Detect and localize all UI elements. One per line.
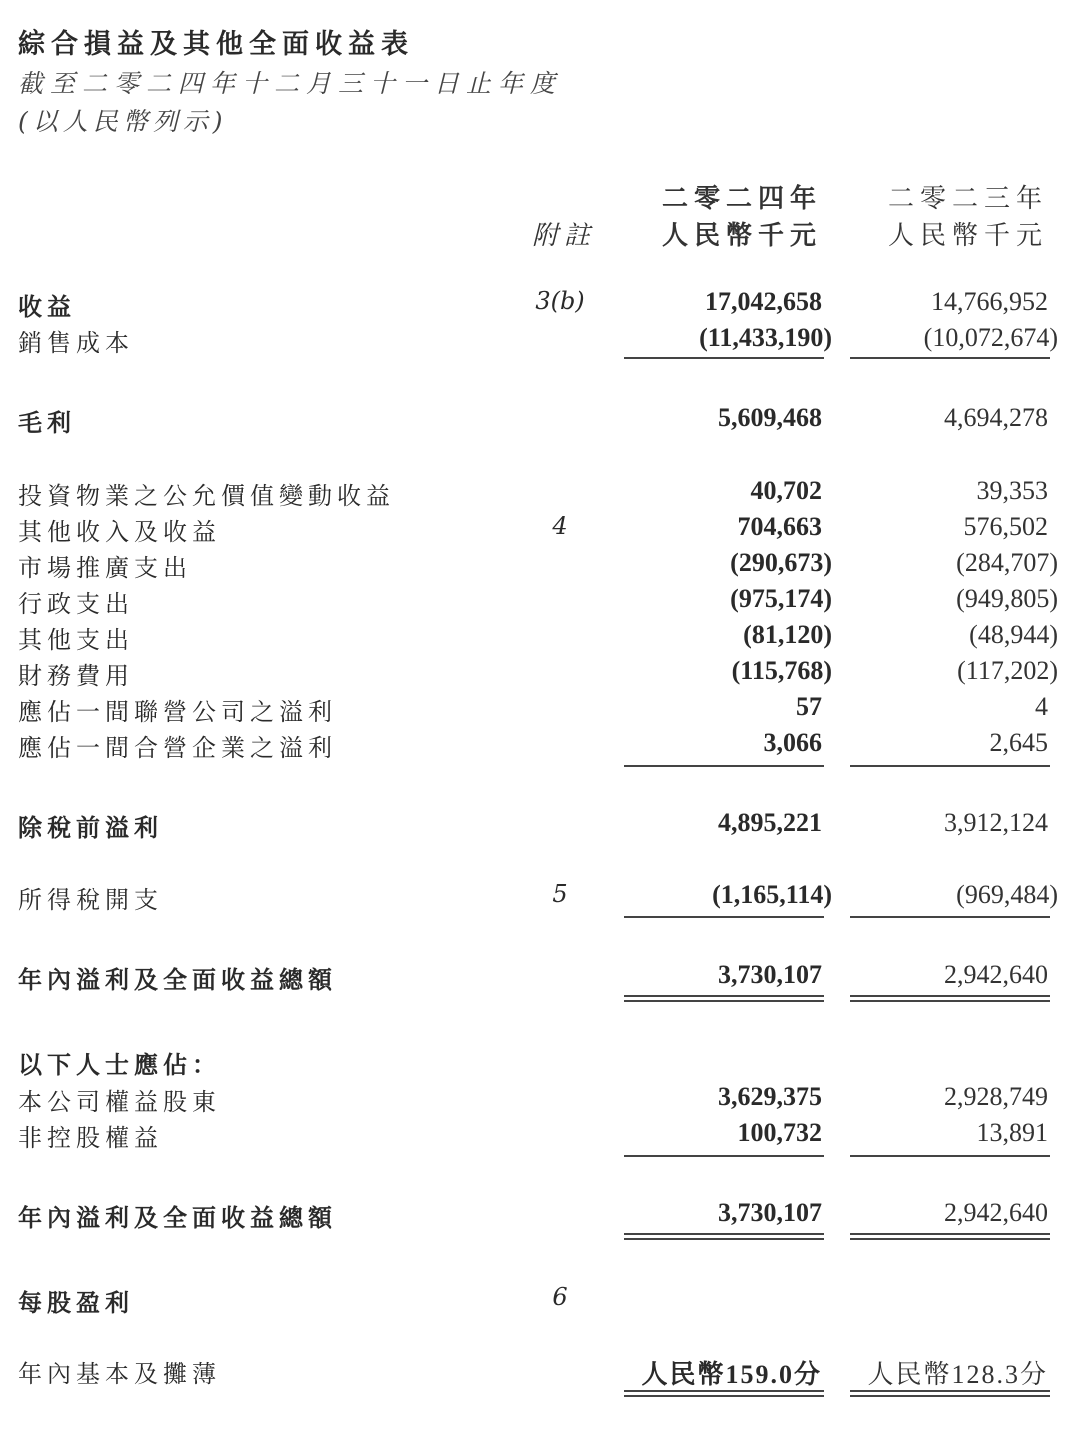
subtotal-rule [624,765,824,767]
row-other-income [0,512,1080,548]
row-label: 除稅前溢利 [18,813,163,842]
row-value-2024: (1,165,114) [712,880,832,909]
row-value-2024: 3,730,107 [718,1198,822,1227]
row-value-2023: (969,484) [956,880,1058,909]
row-value-2024: (115,768) [731,656,832,685]
row-value-2024: 3,066 [763,728,822,757]
row-label: 年內溢利及全面收益總額 [18,1203,337,1232]
currency-note: (以人民幣列示) [18,107,228,136]
row-label: 其他支出 [18,626,134,654]
row-value-2024: (11,433,190) [699,323,832,352]
row-value-2024: (975,174) [730,584,832,613]
subtotal-rule [850,1155,1050,1157]
row-label: 投資物業之公允價值變動收益 [18,482,395,510]
row-value-2023: 3,912,124 [944,808,1048,837]
row-finance-costs [0,656,1080,692]
row-value-2023: 13,891 [976,1118,1048,1147]
row-note: 4 [552,512,568,540]
row-value-2024: (290,673) [730,548,832,577]
row-note: 3(b) [535,287,585,315]
row-total-comprehensive-income [0,960,1080,996]
column-header-note: 附註 [532,221,597,251]
row-value-2023: 4,694,278 [944,403,1048,432]
row-label: 本公司權益股東 [18,1088,221,1116]
row-label: 收益 [18,292,76,321]
total-double-rule [850,1390,1050,1397]
row-cost-of-sales [0,323,1080,359]
total-double-rule [624,1233,824,1240]
row-value-2023: 人民幣128.3分 [867,1360,1048,1389]
row-value-2023: (48,944) [969,620,1058,649]
row-note: 5 [552,880,568,908]
row-gross-profit [0,403,1080,439]
row-admin-expenses [0,584,1080,620]
column-header-2024-unit: 人民幣千元 [661,221,822,251]
row-basic-diluted [0,1354,1080,1390]
row-value-2023: 2,645 [989,728,1048,757]
statement-period: 截至二零二四年十二月三十一日止年度 [18,69,563,98]
row-label: 市場推廣支出 [18,554,192,582]
total-double-rule [624,995,824,1002]
row-label: 所得稅開支 [18,886,163,914]
row-total-comprehensive-income-2 [0,1198,1080,1234]
row-value-2023: 4 [1035,692,1048,721]
row-label: 應佔一間合營企業之溢利 [18,734,337,762]
column-header-2024-year: 二零二四年 [661,184,822,214]
row-value-2023: 14,766,952 [931,287,1048,316]
row-label: 每股盈利 [18,1288,134,1317]
total-double-rule [850,995,1050,1002]
row-value-2023: 2,942,640 [944,1198,1048,1227]
total-double-rule [624,1390,824,1397]
subtotal-rule [850,357,1050,359]
row-label: 以下人士應佔： [18,1050,221,1079]
row-equity-shareholders [0,1082,1080,1118]
row-share-joint-venture [0,728,1080,764]
column-header-2023-year: 二零二三年 [887,184,1048,214]
row-non-controlling-interests [0,1118,1080,1154]
row-value-2023: 2,942,640 [944,960,1048,989]
row-label: 應佔一間聯營公司之溢利 [18,698,337,726]
row-profit-before-tax [0,808,1080,844]
row-value-2024: 人民幣159.0分 [641,1360,822,1389]
row-value-2024: 100,732 [737,1118,822,1147]
row-note: 6 [552,1283,568,1311]
row-label: 其他收入及收益 [18,518,221,546]
row-value-2024: (81,120) [743,620,832,649]
subtotal-rule [624,357,824,359]
row-label: 毛利 [18,408,76,437]
subtotal-rule [624,1155,824,1157]
row-other-expenses [0,620,1080,656]
row-label: 非控股權益 [18,1124,163,1152]
row-label: 年內溢利及全面收益總額 [18,965,337,994]
row-value-2023: 2,928,749 [944,1082,1048,1111]
row-value-2024: 4,895,221 [718,808,822,837]
column-header-2023-unit: 人民幣千元 [887,221,1048,251]
row-value-2023: (10,072,674) [923,323,1058,352]
total-double-rule [850,1233,1050,1240]
row-marketing-expenses [0,548,1080,584]
row-revenue [0,287,1080,323]
row-value-2024: 57 [796,692,822,721]
row-share-associate [0,692,1080,728]
row-fair-value-gain [0,476,1080,512]
row-value-2023: (117,202) [957,656,1058,685]
row-value-2024: 3,629,375 [718,1082,822,1111]
statement-title: 綜合損益及其他全面收益表 [18,29,414,60]
row-value-2024: 17,042,658 [705,287,822,316]
row-value-2023: (284,707) [956,548,1058,577]
row-earnings-per-share [0,1283,1080,1319]
row-label: 銷售成本 [18,329,134,357]
row-label: 行政支出 [18,590,134,618]
row-value-2023: 576,502 [963,512,1048,541]
row-label: 財務費用 [18,662,134,690]
row-label: 年內基本及攤薄 [18,1360,221,1388]
row-value-2024: 704,663 [737,512,822,541]
subtotal-rule [850,916,1050,918]
row-value-2023: (949,805) [956,584,1058,613]
subtotal-rule [850,765,1050,767]
row-value-2024: 3,730,107 [718,960,822,989]
row-value-2024: 5,609,468 [718,403,822,432]
subtotal-rule [624,916,824,918]
row-value-2024: 40,702 [750,476,822,505]
row-attributable-heading [0,1045,1080,1081]
row-income-tax [0,880,1080,916]
row-value-2023: 39,353 [976,476,1048,505]
